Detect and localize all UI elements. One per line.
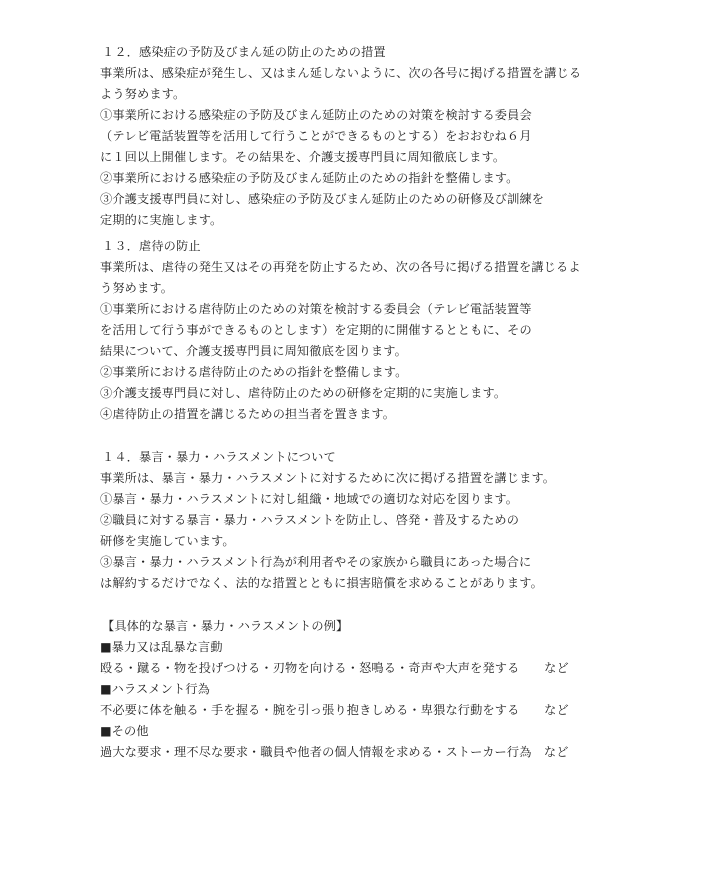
section-14-line: 研修を実施しています。	[100, 534, 235, 548]
example-category-title: ■ハラスメント行為	[100, 682, 210, 696]
section-12-line: （テレビ電話装置等を活用して行うことができるものとする）をおおむね６月	[100, 129, 532, 143]
example-category-title: ■暴力又は乱暴な言動	[100, 640, 223, 654]
section-13-line: ④虐待防止の措置を講じるための担当者を置きます。	[100, 407, 396, 421]
section-12-line: よう努めます。	[100, 87, 186, 101]
section-14-line: ①暴言・暴力・ハラスメントに対し組織・地域での適切な対応を図ります。	[100, 492, 519, 506]
section-14-line: ③暴言・暴力・ハラスメント行為が利用者やその家族から職員にあった場合に	[100, 555, 532, 569]
section-14-heading: １４．暴言・暴力・ハラスメントについて	[102, 450, 336, 464]
section-14-line: ②職員に対する暴言・暴力・ハラスメントを防止し、啓発・普及するための	[100, 513, 520, 527]
section-13-line: ③介護支援専門員に対し、虐待防止のための研修を定期的に実施します。	[100, 386, 507, 400]
section-12-line: 事業所は、感染症が発生し、又はまん延しないように、次の各号に掲げる措置を講じる	[100, 66, 582, 80]
example-category-text: 過大な要求・理不尽な要求・職員や他者の個人情報を求める・ストーカー行為 など	[100, 745, 569, 759]
example-category-title: ■その他	[100, 724, 149, 738]
section-12-line: 定期的に実施します。	[100, 213, 223, 227]
example-category-text: 殴る・蹴る・物を投げつける・刃物を向ける・怒鳴る・奇声や大声を発する など	[100, 661, 569, 675]
section-12-line: に１回以上開催します。その結果を、介護支援専門員に周知徹底します。	[100, 150, 506, 164]
section-12-heading: １２．感染症の予防及びまん延の防止のための措置	[102, 45, 386, 59]
section-13-line: を活用して行う事ができるものとします）を定期的に開催するとともに、その	[100, 323, 532, 337]
examples-heading: 【具体的な暴言・暴力・ハラスメントの例】	[102, 619, 349, 633]
section-14-line: 事業所は、暴言・暴力・ハラスメントに対するために次に掲げる措置を講じます。	[100, 471, 556, 485]
section-13-line: 結果について、介護支援専門員に周知徹底を図ります。	[100, 344, 407, 358]
section-12-line: ③介護支援専門員に対し、感染症の予防及びまん延防止のための研修及び訓練を	[100, 192, 545, 206]
section-12-line: ②事業所における感染症の予防及びまん延防止のための指針を整備します。	[100, 171, 519, 185]
document-page	[100, 44, 620, 761]
section-13-line: う努めます。	[100, 281, 174, 295]
section-13-heading: １３．虐待の防止	[102, 239, 201, 253]
section-12-line: ①事業所における感染症の予防及びまん延防止のための対策を検討する委員会	[100, 108, 532, 122]
section-13-line: 事業所は、虐待の発生又はその再発を防止するため、次の各号に掲げる措置を講じるよ	[100, 260, 581, 274]
section-13-line: ②事業所における虐待防止のための指針を整備します。	[100, 365, 408, 379]
example-category-text: 不必要に体を触る・手を握る・腕を引っ張り抱きしめる・卑猥な行動をする など	[100, 703, 569, 717]
section-14-line: は解約するだけでなく、法的な措置とともに損害賠償を求めることがあります。	[100, 576, 543, 590]
section-13-line: ①事業所における虐待防止のための対策を検討する委員会（テレビ電話装置等	[100, 302, 532, 316]
